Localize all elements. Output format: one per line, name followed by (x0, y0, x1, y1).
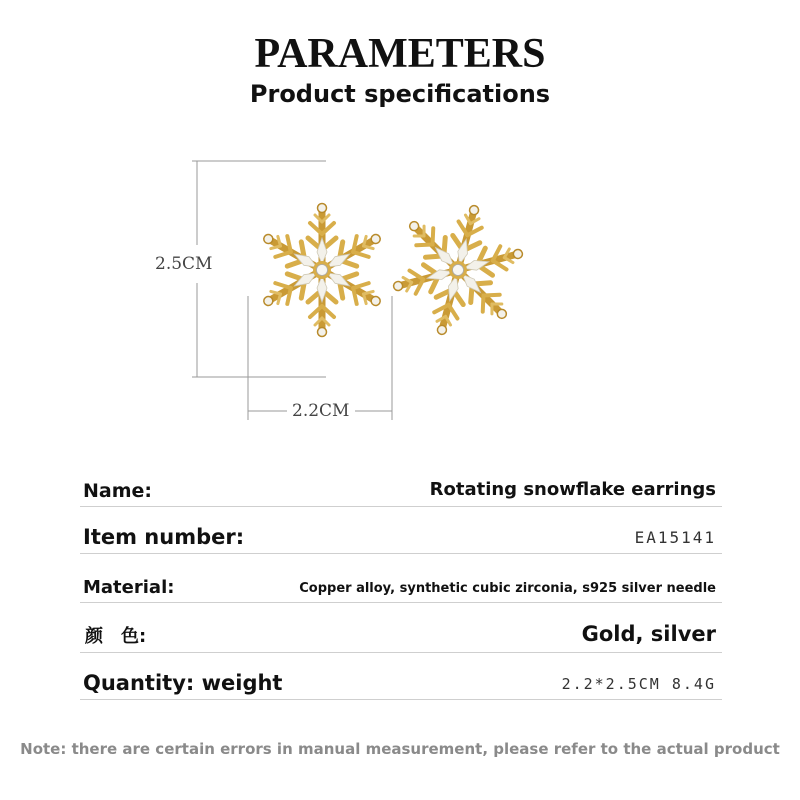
spec-row-material (80, 562, 722, 603)
width-dimension-label: 2.2CM (292, 401, 350, 421)
spec-row-color (80, 612, 722, 653)
spec-value: EA15141 (634, 528, 716, 547)
spec-label: Material: (83, 577, 175, 598)
spec-label: Item number: (83, 525, 245, 549)
page-subtitle: Product specifications (249, 80, 551, 108)
left-earring-image (257, 204, 386, 337)
spec-value: Gold, silver (581, 622, 716, 646)
right-earring-image (378, 189, 537, 351)
height-dimension-label: 2.5CM (155, 254, 213, 274)
page-title: PARAMETERS (254, 31, 546, 77)
spec-label: Quantity: weight (83, 671, 283, 695)
spec-value: Rotating snowflake earrings (429, 479, 716, 500)
spec-label: 颜 色: (85, 626, 147, 647)
spec-row-item-number (80, 513, 722, 554)
spec-value: Copper alloy, synthetic cubic zirconia, s925 silver needle (299, 581, 716, 596)
spec-row-quantity-weight (80, 660, 722, 700)
measurement-note: Note: there are certain errors in manual measurement, please refer to the actual product (20, 740, 780, 758)
spec-label: Name: (83, 480, 153, 502)
spec-value: 2.2*2.5CM 8.4G (561, 675, 716, 693)
spec-row-name (80, 466, 722, 507)
